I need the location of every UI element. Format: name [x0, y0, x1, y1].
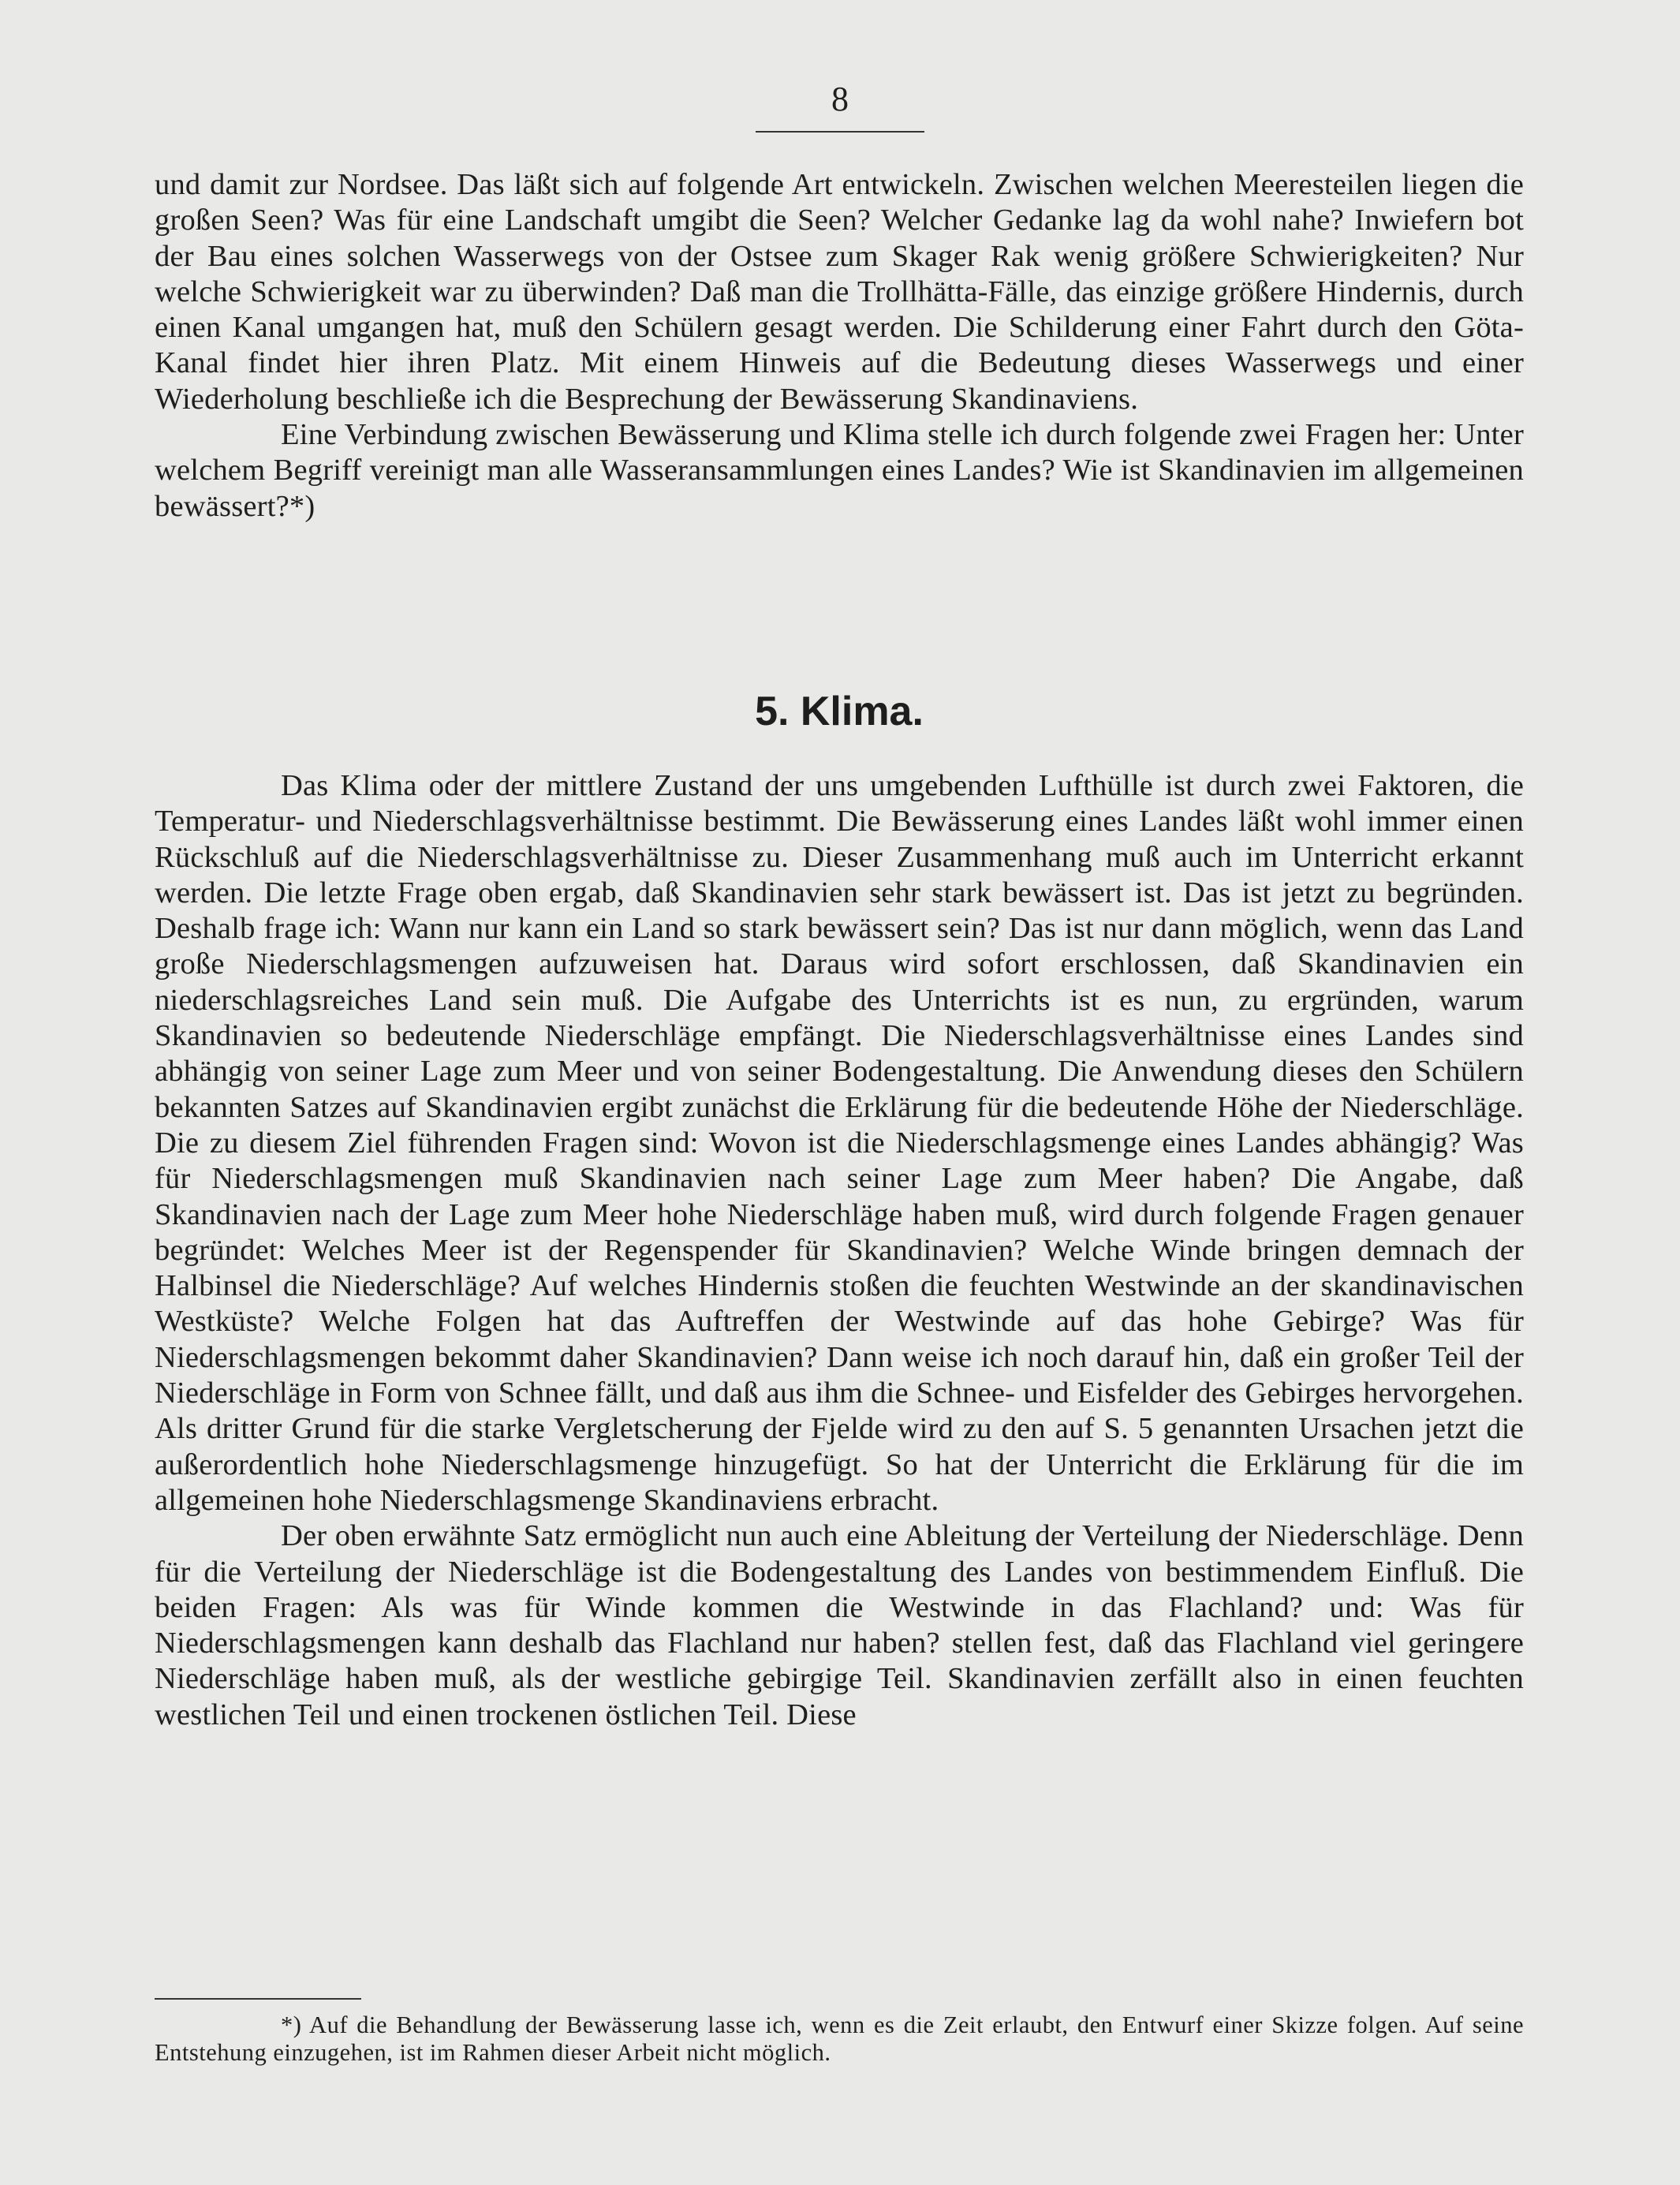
section-heading: 5. Klima. [755, 689, 924, 734]
body-text-before-heading [155, 167, 1524, 525]
footnote: *) Auf die Behandlung der Bewässerung lasse ich, wenn es die Zeit erlaubt, den Entwurf einer Skizze folgen. Auf seine Entstehung einzugehen, ist im Rahmen dieser Arbeit nicht möglich. [155, 2011, 1524, 2066]
paragraph-climate: Das Klima oder der mittlere Zustand der uns umgebenden Lufthülle ist durch zwei Faktoren, die Temperatur- und Niederschlagsverhältnisse bestimmt. Die Bewässerung eines Landes läßt wohl immer einen Rückschluß auf die Niederschlagsverhältnisse zu. Dieser Zusammenhang muß auch im Unterricht erkannt werden. Die letzte Frage oben ergab, daß Skandinavien sehr stark bewässert ist. Das ist jetzt zu begründen. Deshalb frage ich: Wann nur kann ein Land so stark bewässert sein? Das ist nur dann möglich, wenn das Land große Niederschlagsmengen aufzuweisen hat. Daraus wird sofort erschlossen, daß Skandinavien ein niederschlagsreiches Land sein muß. Die Aufgabe des Unterrichts ist es nun, zu ergründen, warum Skandinavien so bedeutende Niederschläge empfängt. Die Niederschlagsverhältnisse eines Landes sind abhängig von seiner Lage zum Meer und von seiner Bodengestaltung. Die Anwendung dieses den Schülern bekannten Satzes auf Skandinavien ergibt zunächst die Erklärung für die bedeutende Höhe der Niederschläge. Die zu diesem Ziel führenden Fragen sind: Wovon ist die Niederschlagsmenge eines Landes abhängig? Was für Niederschlagsmengen muß Skandinavien nach seiner Lage zum Meer haben? Die Angabe, daß Skandinavien nach der Lage zum Meer hohe Niederschläge haben muß, wird durch folgende Fragen genauer begründet: Welches Meer ist der Regenspender für Skandinavien? Welche Winde bringen demnach der Halbinsel die Niederschläge? Auf welches Hindernis stoßen die feuchten Westwinde an der skandinavischen Westküste? Welche Folgen hat das Auftreffen der Westwinde auf das hohe Gebirge? Was für Niederschlagsmengen bekommt daher Skandinavien? Dann weise ich noch darauf hin, daß ein großer Teil der Niederschläge in Form von Schnee fällt, und daß aus ihm die Schnee- und Eisfelder des Gebirges hervorgehen. Als dritter Grund für die starke Vergletscherung der Fjelde wird zu den auf S. 5 genannten Ursachen jetzt die außerordentlich hohe Niederschlagsmenge hinzugefügt. So hat der Unterricht die Erklärung für die im allgemeinen hohe Niederschlagsmenge Skandinaviens erbracht. [155, 769, 1524, 1517]
paragraph-distribution: Der oben erwähnte Satz ermöglicht nun auch eine Ableitung der Verteilung der Niederschläge. Denn für die Verteilung der Niederschläge ist die Bodengestaltung des Landes von bestimmendem Einfluß. Die beiden Fragen: Als was für Winde kommen die Westwinde in das Flachland? und: Was für Niederschlagsmengen kann deshalb das Flachland nur haben? stellen fest, daß das Flachland viel geringere Niederschläge haben muß, als der westliche gebirgige Teil. Skandinavien zerfällt also in einen feuchten westlichen Teil und einen trockenen östlichen Teil. Diese [155, 1519, 1524, 1731]
footnote-rule [155, 1998, 361, 2000]
paragraph-transition: Eine Verbindung zwischen Bewässerung und Klima stelle ich durch folgende zwei Fragen her: Unter welchem Begriff vereinigt man alle Wasseransammlungen eines Landes? Wie ist Skandinavien im allgemeinen bewässert?*) [155, 418, 1524, 523]
body-text-after-heading [155, 768, 1524, 1733]
page-number-rule [756, 131, 924, 133]
page-number: 8 [831, 80, 849, 118]
paragraph-canal: und damit zur Nordsee. Das läßt sich auf folgende Art entwickeln. Zwischen welchen Meeresteilen liegen die großen Seen? Was für eine Landschaft umgibt die Seen? Welcher Gedanke lag da wohl nahe? Inwiefern bot der Bau eines solchen Wasserwegs von der Ostsee zum Skager Rak wenig größere Schwierigkeiten? Nur welche Schwierigkeit war zu überwinden? Daß man die Trollhätta-Fälle, das einzige größere Hindernis, durch einen Kanal umgangen hat, muß den Schülern gesagt werden. Die Schilderung einer Fahrt durch den Göta-Kanal findet hier ihren Platz. Mit einem Hinweis auf die Bedeutung dieses Wasserwegs und einer Wiederholung beschließe ich die Besprechung der Bewässerung Skandinaviens. [155, 168, 1524, 416]
